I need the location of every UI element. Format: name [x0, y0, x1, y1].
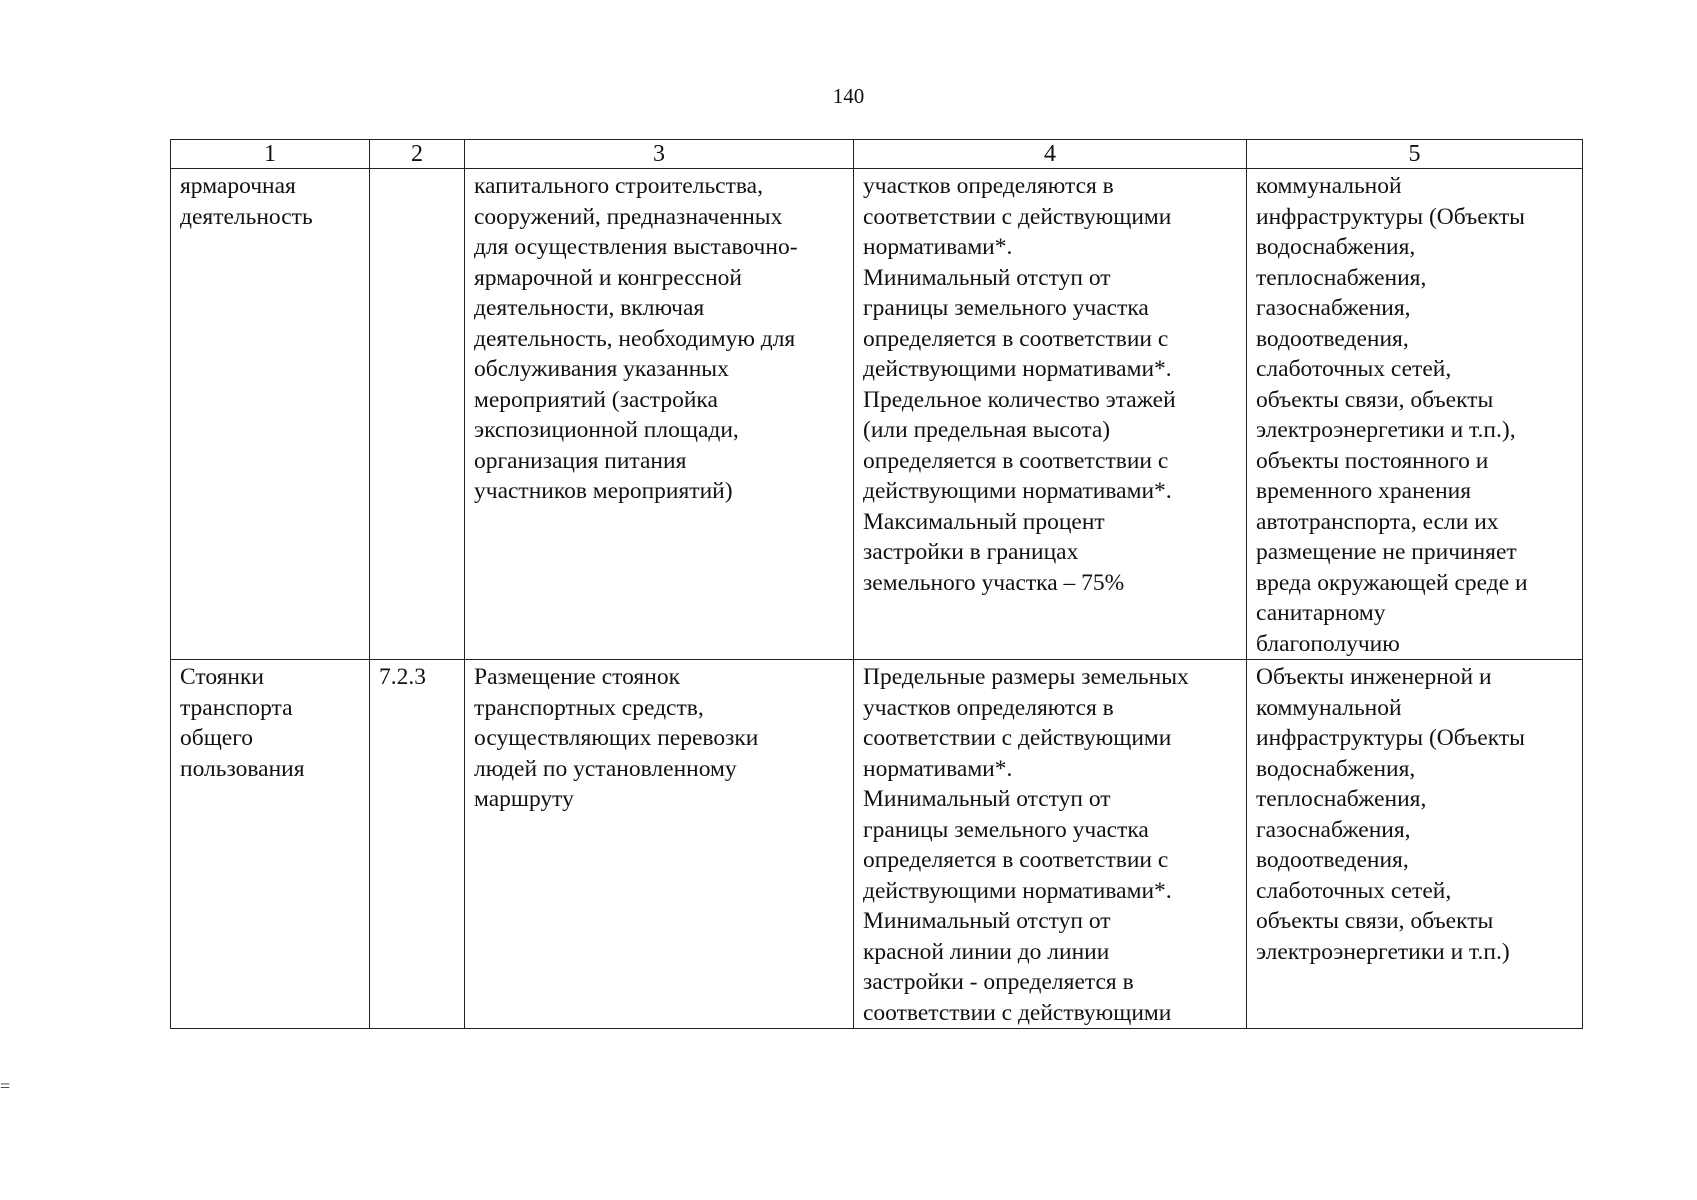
table-header-row: [171, 140, 1583, 169]
column-header-2: 2: [370, 140, 465, 169]
page-number: 140: [832, 84, 865, 108]
parameters-cell: участков определяются в соответствии с действующими нормативами*. Минимальный отступ от границы земельного участка определяется в соответствии с действующими нормативами*. Предельное количество этажей (или предельная высота) определяется в соответствии с действующими нормативами*. Максимальный процент застройки в границах земельного участка – 75%: [854, 169, 1247, 660]
auxiliary-uses-cell: коммунальной инфраструктуры (Объекты водоснабжения, теплоснабжения, газоснабжения, водоотведения, слаботочных сетей, объекты связи, объекты электроэнергетики и т.п.), объекты постоянного и временного хранения автотранспорта, если их размещение не причиняет вреда окружающей среде и санитарному благополучию: [1247, 169, 1583, 660]
column-header-5: 5: [1247, 140, 1583, 169]
table-row: [171, 660, 1583, 1029]
use-type-code-cell: 7.2.3: [370, 660, 465, 1029]
table-row: [171, 169, 1583, 660]
use-type-name-cell: ярмарочная деятельность: [171, 169, 370, 660]
margin-mark: =: [0, 1076, 11, 1096]
column-header-1: 1: [171, 140, 370, 169]
regulations-table: [170, 139, 1583, 1029]
use-type-description-cell: Размещение стоянок транспортных средств, осуществляющих перевозки людей по установленному маршруту: [465, 660, 854, 1029]
use-type-code-cell: [370, 169, 465, 660]
column-header-3: 3: [465, 140, 854, 169]
parameters-cell: Предельные размеры земельных участков определяются в соответствии с действующими нормативами*. Минимальный отступ от границы земельного участка определяется в соответствии с действующими нормативами*. Минимальный отступ от красной линии до линии застройки - определяется в соответствии с действующими: [854, 660, 1247, 1029]
use-type-description-cell: капитального строительства, сооружений, предназначенных для осуществления выставочно- ярмарочной и конгрессной деятельности, включая деятельность, необходимую для обслуживания указанных мероприятий (застройка экспозиционной площади, организация питания участников мероприятий): [465, 169, 854, 660]
auxiliary-uses-cell: Объекты инженерной и коммунальной инфраструктуры (Объекты водоснабжения, теплоснабжения, газоснабжения, водоотведения, слаботочных сетей, объекты связи, объекты электроэнергетики и т.п.): [1247, 660, 1583, 1029]
use-type-name-cell: Стоянки транспорта общего пользования: [171, 660, 370, 1029]
column-header-4: 4: [854, 140, 1247, 169]
